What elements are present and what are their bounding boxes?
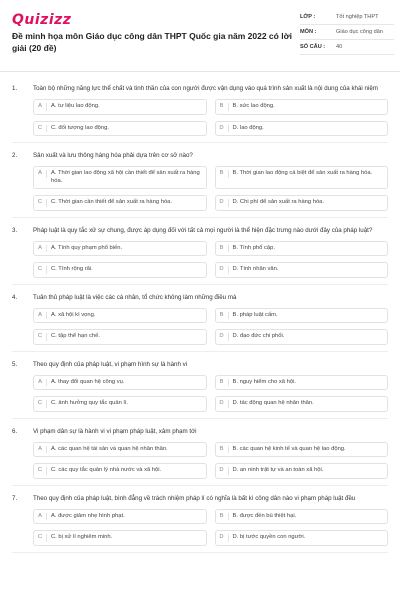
answer-option[interactable]: [33, 308, 207, 324]
option-letter: D: [216, 534, 229, 542]
answer-row: [33, 195, 388, 211]
answer-options: [33, 509, 388, 546]
meta-row-count: [300, 40, 394, 55]
question-divider: [12, 284, 388, 285]
answer-option[interactable]: [33, 375, 207, 391]
question-item: [0, 151, 400, 218]
answer-option[interactable]: [33, 195, 207, 211]
option-letter: B: [216, 312, 229, 320]
answer-options: [33, 166, 388, 211]
option-text: B. được đền bù thiệt hại.: [232, 512, 297, 519]
meta-row-subject: [300, 25, 394, 40]
option-text: D. Chi phí để sản xuất ra hàng hóa.: [232, 199, 325, 205]
option-letter: B: [216, 245, 229, 253]
question-divider: [12, 351, 388, 352]
answer-row: [33, 262, 388, 278]
question-number: 7.: [12, 494, 18, 502]
question-text: Sản xuất và lưu thông hàng hóa phải dựa trên cơ sở nào?: [33, 152, 193, 159]
quizizz-logo[interactable]: Quizizz: [12, 12, 72, 28]
question-header: [12, 293, 388, 302]
option-text: C. tập thể hạn chế.: [51, 333, 100, 339]
option-text: C. bị xử lí nghiêm minh.: [51, 534, 113, 540]
answer-row: [33, 442, 388, 458]
option-letter: A: [34, 513, 47, 521]
answer-option[interactable]: [33, 99, 207, 115]
option-text: C. Tính rộng rãi.: [51, 266, 93, 272]
answer-option[interactable]: [215, 530, 389, 546]
answer-options: [33, 308, 388, 345]
option-letter: D: [216, 400, 229, 408]
answer-row: [33, 375, 388, 391]
answer-option[interactable]: [33, 241, 207, 257]
meta-label: LỚP :: [300, 14, 316, 20]
question-text: Theo quy định của pháp luật, vi phạm hình sự là hành vi: [33, 360, 188, 368]
answer-option[interactable]: [33, 530, 207, 546]
meta-panel: [300, 10, 394, 55]
answer-options: [33, 442, 388, 479]
option-letter: A: [34, 245, 47, 253]
option-letter: A: [34, 312, 47, 320]
question-list: [0, 84, 400, 561]
answer-row: [33, 530, 388, 546]
answer-option[interactable]: [215, 241, 389, 257]
answer-option[interactable]: [33, 442, 207, 458]
header: [0, 0, 400, 72]
option-letter: A: [34, 379, 47, 387]
answer-option[interactable]: [215, 195, 389, 211]
answer-option[interactable]: [33, 463, 207, 479]
meta-row-class: [300, 10, 394, 25]
meta-label: MÔN :: [300, 29, 317, 35]
question-number: 1.: [12, 85, 18, 92]
option-letter: D: [216, 266, 229, 274]
option-text: A. xã hội kì vọng.: [51, 311, 96, 318]
option-text: A. Thời gian lao động xã hội cần thiết để sản xuất ra hàng hóa.: [51, 170, 200, 184]
option-text: C. các quy tắc quản lý nhà nước và xã hội.: [51, 467, 162, 473]
meta-value: 40: [336, 44, 343, 50]
question-text: Vi phạm dân sự là hành vi vi phạm pháp luật, xâm phạm tới: [33, 427, 197, 435]
question-item: [0, 427, 400, 486]
option-letter: B: [216, 513, 229, 521]
option-text: D. tác động quan hệ nhân thân.: [232, 400, 314, 406]
question-text: Pháp luật là quy tắc xử sự chung, được áp dụng đối với tất cả mọi người là thể hiện đặc trưng nào dưới đây của pháp luật?: [33, 226, 373, 234]
option-text: B. nguy hiểm cho xã hội.: [232, 378, 296, 385]
answer-row: [33, 396, 388, 412]
question-header: [12, 84, 388, 93]
question-number: 4.: [12, 293, 18, 301]
answer-row: [33, 166, 388, 189]
option-letter: C: [34, 333, 47, 341]
answer-row: [33, 308, 388, 324]
option-letter: C: [34, 199, 47, 207]
question-divider: [12, 217, 388, 218]
option-text: B. sức lao động.: [232, 103, 275, 109]
answer-option[interactable]: [215, 396, 389, 412]
answer-options: [33, 241, 388, 278]
answer-option[interactable]: [33, 262, 207, 278]
question-text: Toàn bộ những năng lực thể chất và tinh thần của con người được vận dụng vào quá trình sản xuất là nội dung của khái niệm: [33, 85, 378, 92]
answer-option[interactable]: [215, 166, 389, 189]
option-text: C. ảnh hưởng quy tắc quản lí.: [51, 400, 128, 406]
option-letter: C: [34, 534, 47, 542]
option-text: D. bị tước quyền con người.: [232, 534, 306, 540]
option-text: A. Tính quy phạm phổ biến.: [51, 244, 123, 251]
option-text: C. Thời gian cần thiết để sản xuất ra hàng hóa.: [51, 199, 172, 205]
question-header: [12, 427, 388, 436]
question-text: Theo quy định của pháp luật, bình đẳng về trách nhiệm pháp lí có nghĩa là bất kì công dân nào vi phạm pháp luật đều: [33, 494, 356, 502]
option-text: D. Tính nhân văn.: [232, 266, 279, 272]
question-number: 3.: [12, 226, 18, 234]
answer-option[interactable]: [33, 396, 207, 412]
answer-option[interactable]: [33, 121, 207, 137]
answer-option[interactable]: [215, 121, 389, 137]
option-letter: D: [216, 467, 229, 475]
meta-value: Giáo dục công dân: [336, 29, 383, 35]
question-header: [12, 151, 388, 160]
question-divider: [12, 552, 388, 553]
answer-option[interactable]: [33, 509, 207, 525]
option-letter: C: [34, 125, 47, 133]
answer-row: [33, 463, 388, 479]
answer-option[interactable]: [215, 329, 389, 345]
answer-row: [33, 121, 388, 137]
question-number: 6.: [12, 427, 18, 435]
answer-option[interactable]: [215, 262, 389, 278]
answer-option[interactable]: [215, 375, 389, 391]
question-item: [0, 360, 400, 419]
answer-option[interactable]: [215, 99, 389, 115]
option-text: B. các quan hệ kinh tế và quan hệ lao động.: [232, 445, 346, 452]
answer-option[interactable]: [33, 329, 207, 345]
option-text: B. Thời gian lao động cá biệt để sản xuất ra hàng hóa.: [232, 170, 373, 176]
option-letter: B: [216, 446, 229, 454]
option-letter: D: [216, 125, 229, 133]
option-text: C. đối tượng lao động.: [51, 124, 109, 131]
meta-label: SỐ CÂU :: [300, 44, 326, 50]
option-letter: D: [216, 333, 229, 341]
option-letter: A: [34, 103, 47, 111]
option-text: A. thay đổi quan hệ công vụ.: [51, 378, 125, 385]
answer-row: [33, 99, 388, 115]
option-letter: B: [216, 379, 229, 387]
question-header: [12, 226, 388, 235]
question-number: 5.: [12, 360, 18, 368]
option-text: A. các quan hệ tài sản và quan hệ nhân thân.: [51, 445, 168, 452]
question-number: 2.: [12, 152, 18, 159]
option-letter: C: [34, 266, 47, 274]
question-item: [0, 84, 400, 143]
answer-options: [33, 99, 388, 136]
question-text: Tuân thủ pháp luật là việc các cá nhân, tổ chức không làm những điều mà: [33, 293, 237, 301]
option-letter: B: [216, 103, 229, 111]
option-text: D. đạo đức chi phối.: [232, 333, 285, 339]
answer-row: [33, 329, 388, 345]
question-item: [0, 226, 400, 285]
page-title: Đề minh họa môn Giáo dục công dân THPT Quốc gia năm 2022 có lời giải (20 đề): [12, 31, 292, 53]
meta-value: Tốt nghiệp THPT: [336, 14, 379, 20]
answer-row: [33, 241, 388, 257]
option-letter: D: [216, 199, 229, 207]
option-text: B. pháp luật cấm.: [232, 311, 278, 318]
answer-option[interactable]: [215, 442, 389, 458]
option-letter: A: [34, 446, 47, 454]
answer-option[interactable]: [33, 166, 207, 189]
answer-option[interactable]: [215, 463, 389, 479]
answer-option[interactable]: [215, 509, 389, 525]
option-text: A. được giảm nhẹ hình phạt.: [51, 512, 125, 519]
option-text: A. tư liệu lao động.: [51, 103, 100, 109]
option-text: B. Tính phổ cập.: [232, 244, 275, 251]
answer-options: [33, 375, 388, 412]
question-item: [0, 494, 400, 553]
question-divider: [12, 485, 388, 486]
question-divider: [12, 142, 388, 143]
option-text: D. an ninh trật tự và an toàn xã hội.: [232, 467, 324, 473]
question-header: [12, 360, 388, 369]
question-item: [0, 293, 400, 352]
question-divider: [12, 418, 388, 419]
question-header: [12, 494, 388, 503]
option-letter: A: [34, 170, 47, 178]
option-text: D. lao động.: [232, 124, 264, 131]
answer-option[interactable]: [215, 308, 389, 324]
option-letter: C: [34, 467, 47, 475]
answer-row: [33, 509, 388, 525]
option-letter: C: [34, 400, 47, 408]
option-letter: B: [216, 170, 229, 178]
